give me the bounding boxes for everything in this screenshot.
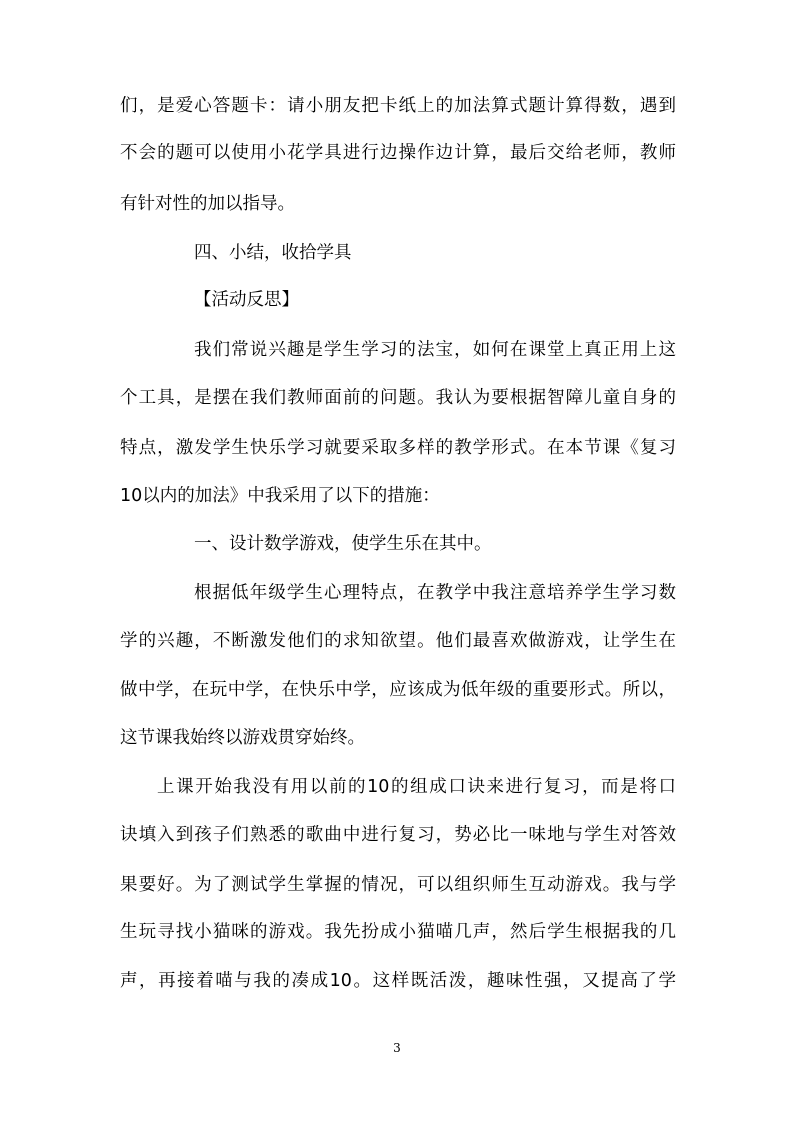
text-line: 这节课我始终以游戏贯穿始终。 bbox=[120, 728, 365, 748]
text-line: 有针对性的加以指导。 bbox=[120, 194, 295, 214]
text-line: 根据低年级学生心理特点，在教学中我注意培养学生学习数 bbox=[194, 583, 676, 603]
text-line: 学的兴趣，不断激发他们的求知欲望。他们最喜欢做游戏，让学生在 bbox=[120, 631, 676, 651]
text-line: 上课开始我没有用以前的10的组成口诀来进行复习，而是将口 bbox=[157, 777, 676, 797]
section-heading: 四、小结，收拾学具 bbox=[194, 243, 352, 263]
text-line: 10以内的加法》中我采用了以下的措施： bbox=[120, 486, 440, 506]
text-line: 生玩寻找小猫咪的游戏。我先扮成小猫喵几声，然后学生根据我的几 bbox=[120, 922, 676, 942]
text-line: 诀填入到孩子们熟悉的歌曲中进行复习，势必比一味地与学生对答效 bbox=[120, 825, 676, 845]
text-line: 我们常说兴趣是学生学习的法宝，如何在课堂上真正用上这 bbox=[194, 340, 676, 360]
page-number: 3 bbox=[393, 1041, 401, 1055]
text-line: 声，再接着喵与我的凑成10。这样既活泼，趣味性强，又提高了学 bbox=[120, 971, 676, 991]
text-line: 做中学，在玩中学，在快乐中学，应该成为低年级的重要形式。所以， bbox=[120, 680, 676, 700]
text-line: 不会的题可以使用小花学具进行边操作边计算，最后交给老师，教师 bbox=[120, 143, 676, 163]
text-line: 特点，激发学生快乐学习就要采取多样的教学形式。在本节课《复习 bbox=[120, 438, 676, 458]
text-line: 们，是爱心答题卡：请小朋友把卡纸上的加法算式题计算得数，遇到 bbox=[120, 96, 676, 116]
text-line: 个工具，是摆在我们教师面前的问题。我认为要根据智障儿童自身的 bbox=[120, 388, 676, 408]
section-heading: 【活动反思】 bbox=[194, 290, 299, 310]
text-line: 果要好。为了测试学生掌握的情况，可以组织师生互动游戏。我与学 bbox=[120, 875, 676, 895]
section-heading: 一、设计数学游戏，使学生乐在其中。 bbox=[194, 534, 492, 554]
